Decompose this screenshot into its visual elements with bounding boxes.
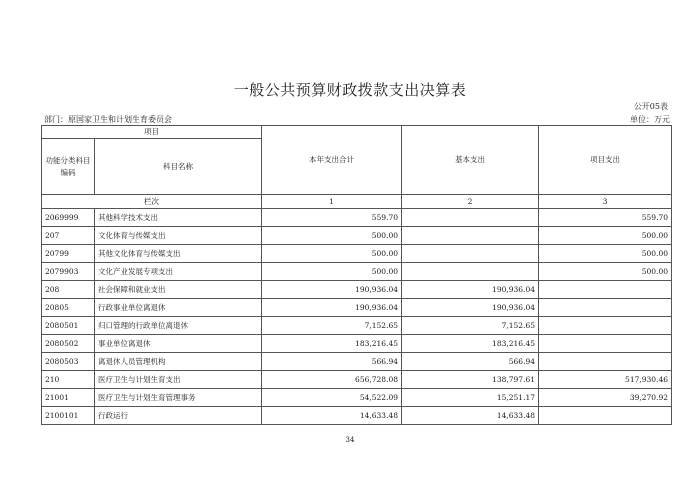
cell-total: 183,216.45 xyxy=(262,335,402,353)
cell-code: 2069999 xyxy=(42,209,95,227)
cell-project xyxy=(539,317,672,335)
header-index-3: 3 xyxy=(539,195,672,209)
cell-name: 其他文化体育与传媒支出 xyxy=(95,245,262,263)
cell-total: 566.94 xyxy=(262,353,402,371)
cell-total: 190,936.04 xyxy=(262,299,402,317)
table-row xyxy=(42,263,672,281)
header-project: 项目支出 xyxy=(539,126,672,195)
cell-project: 559.70 xyxy=(539,209,672,227)
cell-project: 500.00 xyxy=(539,227,672,245)
header-index-2: 2 xyxy=(402,195,539,209)
cell-name: 文化产业发展专项支出 xyxy=(95,263,262,281)
table-row xyxy=(42,389,672,407)
cell-project: 39,270.92 xyxy=(539,389,672,407)
table-title: 一般公共预算财政拨款支出决算表 xyxy=(233,81,467,99)
cell-total: 54,522.09 xyxy=(262,389,402,407)
table-row xyxy=(42,353,672,371)
cell-total: 7,152.65 xyxy=(262,317,402,335)
cell-project: 500.00 xyxy=(539,245,672,263)
cell-code: 2100101 xyxy=(42,407,95,425)
header-row-index xyxy=(42,195,672,209)
cell-total: 14,633.48 xyxy=(262,407,402,425)
cell-code: 20805 xyxy=(42,299,95,317)
cell-total: 190,936.04 xyxy=(262,281,402,299)
cell-name: 文化体育与传媒支出 xyxy=(95,227,262,245)
table-row xyxy=(42,335,672,353)
cell-project xyxy=(539,299,672,317)
cell-total: 500.00 xyxy=(262,263,402,281)
cell-basic xyxy=(402,227,539,245)
cell-code: 20799 xyxy=(42,245,95,263)
cell-basic xyxy=(402,263,539,281)
cell-project: 500.00 xyxy=(539,263,672,281)
table-row xyxy=(42,407,672,425)
header-code: 功能分类科目编码 xyxy=(42,139,95,195)
cell-name: 社会保障和就业支出 xyxy=(95,281,262,299)
cell-project xyxy=(539,353,672,371)
page-number: 34 xyxy=(345,436,355,444)
cell-basic: 15,251.17 xyxy=(402,389,539,407)
expenditure-table xyxy=(41,125,672,425)
cell-name: 其他科学技术支出 xyxy=(95,209,262,227)
header-name: 科目名称 xyxy=(95,139,262,195)
cell-basic: 138,797.61 xyxy=(402,371,539,389)
cell-code: 21001 xyxy=(42,389,95,407)
header-row-item xyxy=(42,126,672,139)
cell-name: 医疗卫生与计划生育支出 xyxy=(95,371,262,389)
table-row xyxy=(42,299,672,317)
cell-name: 归口管理的行政单位离退休 xyxy=(95,317,262,335)
header-row-index-label: 栏次 xyxy=(42,195,262,209)
header-total: 本年支出合计 xyxy=(262,126,402,195)
table-row xyxy=(42,245,672,263)
cell-code: 210 xyxy=(42,371,95,389)
cell-name: 行政运行 xyxy=(95,407,262,425)
cell-code: 2079903 xyxy=(42,263,95,281)
header-basic: 基本支出 xyxy=(402,126,539,195)
form-number: 公开05表 xyxy=(633,102,668,111)
cell-name: 行政事业单位离退休 xyxy=(95,299,262,317)
cell-name: 离退休人员管理机构 xyxy=(95,353,262,371)
cell-code: 207 xyxy=(42,227,95,245)
header-index-1: 1 xyxy=(262,195,402,209)
cell-total: 656,728.08 xyxy=(262,371,402,389)
cell-basic xyxy=(402,245,539,263)
cell-basic: 7,152.65 xyxy=(402,317,539,335)
unit-label: 单位：万元 xyxy=(630,115,670,124)
department-label: 部门：原国家卫生和计划生育委员会 xyxy=(44,115,172,124)
cell-basic: 566.94 xyxy=(402,353,539,371)
cell-code: 2080502 xyxy=(42,335,95,353)
cell-basic: 14,633.48 xyxy=(402,407,539,425)
table-row xyxy=(42,227,672,245)
cell-basic: 190,936.04 xyxy=(402,281,539,299)
cell-basic: 190,936.04 xyxy=(402,299,539,317)
cell-project xyxy=(539,407,672,425)
cell-name: 医疗卫生与计划生育管理事务 xyxy=(95,389,262,407)
header-item: 项目 xyxy=(42,126,262,139)
cell-code: 2080503 xyxy=(42,353,95,371)
table-row xyxy=(42,281,672,299)
table-row xyxy=(42,371,672,389)
cell-project xyxy=(539,281,672,299)
cell-basic: 183,216.45 xyxy=(402,335,539,353)
cell-basic xyxy=(402,209,539,227)
cell-project: 517,930.46 xyxy=(539,371,672,389)
table-body xyxy=(42,209,672,425)
cell-project xyxy=(539,335,672,353)
cell-total: 559.70 xyxy=(262,209,402,227)
cell-code: 2080501 xyxy=(42,317,95,335)
table-row xyxy=(42,317,672,335)
cell-total: 500.00 xyxy=(262,245,402,263)
cell-name: 事业单位离退休 xyxy=(95,335,262,353)
cell-total: 500.00 xyxy=(262,227,402,245)
table-row xyxy=(42,209,672,227)
cell-code: 208 xyxy=(42,281,95,299)
